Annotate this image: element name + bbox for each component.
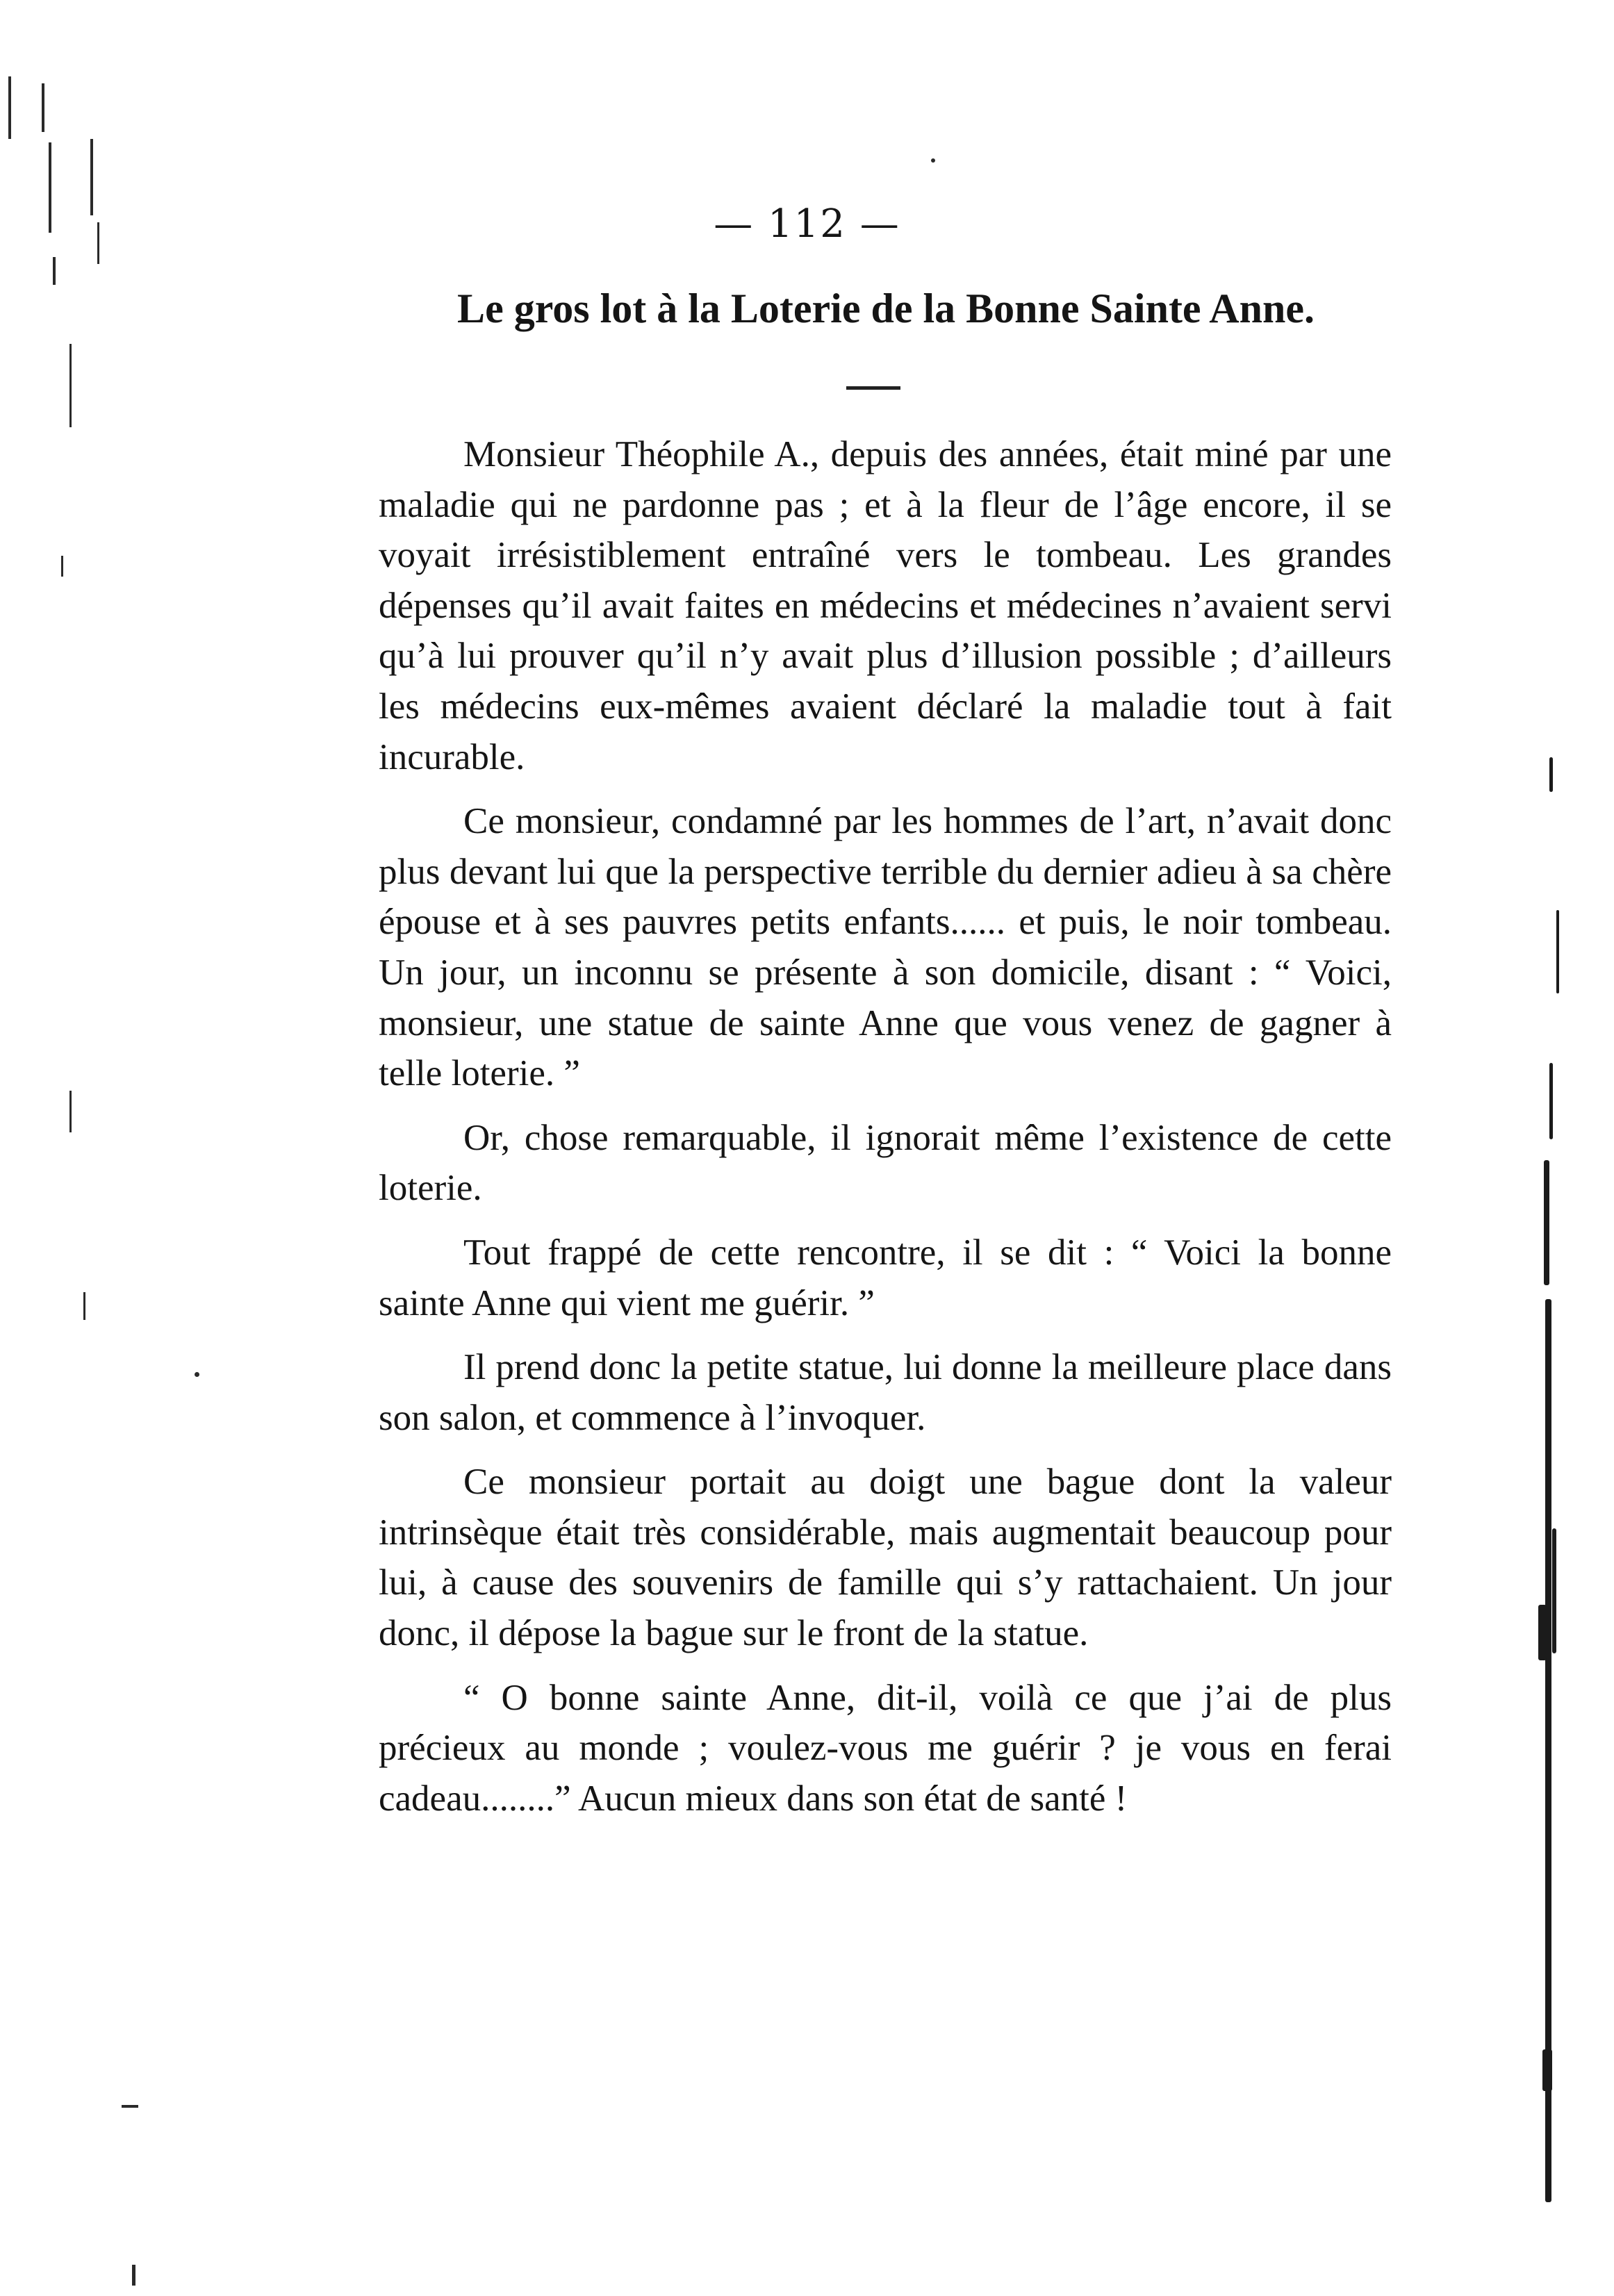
paragraph-2: Ce monsieur, condamné par les hommes de l’art, n’avait donc plus devant lui que la perspective terrible du dernier adieu à sa chère épouse et à ses pauvres petits enfants...... et puis, le noir tombeau. Un jour, un inconnu se présente à son domicile, disant : “ Voici, monsieur, une statue de sainte Anne que vous venez de gagner à telle loterie. ” (379, 801, 1392, 1094)
left-margin-scan-marks (0, 0, 139, 2296)
right-binding-shadow (1529, 729, 1584, 2209)
page-number: — 112 — (714, 201, 900, 247)
chapter-title: Le gros lot à la Loterie de la Bonne Sainte Anne. (457, 286, 1315, 331)
paragraph-5: Il prend donc la petite statue, lui donne la meilleure place dans son salon, et commence à l’invoquer. (379, 1347, 1392, 1438)
title-rule (846, 386, 900, 390)
paragraph-4: Tout frappé de cette rencontre, il se dit : “ Voici la bonne sainte Anne qui vient me guérir. ” (379, 1232, 1392, 1323)
body-text (379, 429, 1392, 1824)
paragraph-3: Or, chose remarquable, il ignorait même l’existence de cette loterie. (379, 1117, 1392, 1209)
paragraph-7: “ O bonne sainte Anne, dit-il, voilà ce que j’ai de plus précieux au monde ; voulez-vous me guérir ? je vous en ferai cadeau........” Aucun mieux dans son état de santé ! (379, 1677, 1392, 1819)
paragraph-1: Monsieur Théophile A., depuis des années, était miné par une maladie qui ne pardonne pas ; et à la fleur de l’âge encore, il se voyait irrésistiblement entraîné vers le tombeau. Les grandes dépenses qu’il avait faites en médecins et médecines n’avaient servi qu’à lui prouver qu’il n’y avait plus d’illusion possible ; d’ailleurs les médecins eux-mêmes avaient déclaré la maladie tout à fait incurable. (379, 434, 1392, 777)
paragraph-6: Ce monsieur portait au doigt une bague dont la valeur intrinsèque était très considérable, mais augmentait beaucoup pour lui, à cause des souvenirs de famille qui s’y rattachaient. Un jour donc, il dépose la bague sur le front de la statue. (379, 1462, 1392, 1654)
